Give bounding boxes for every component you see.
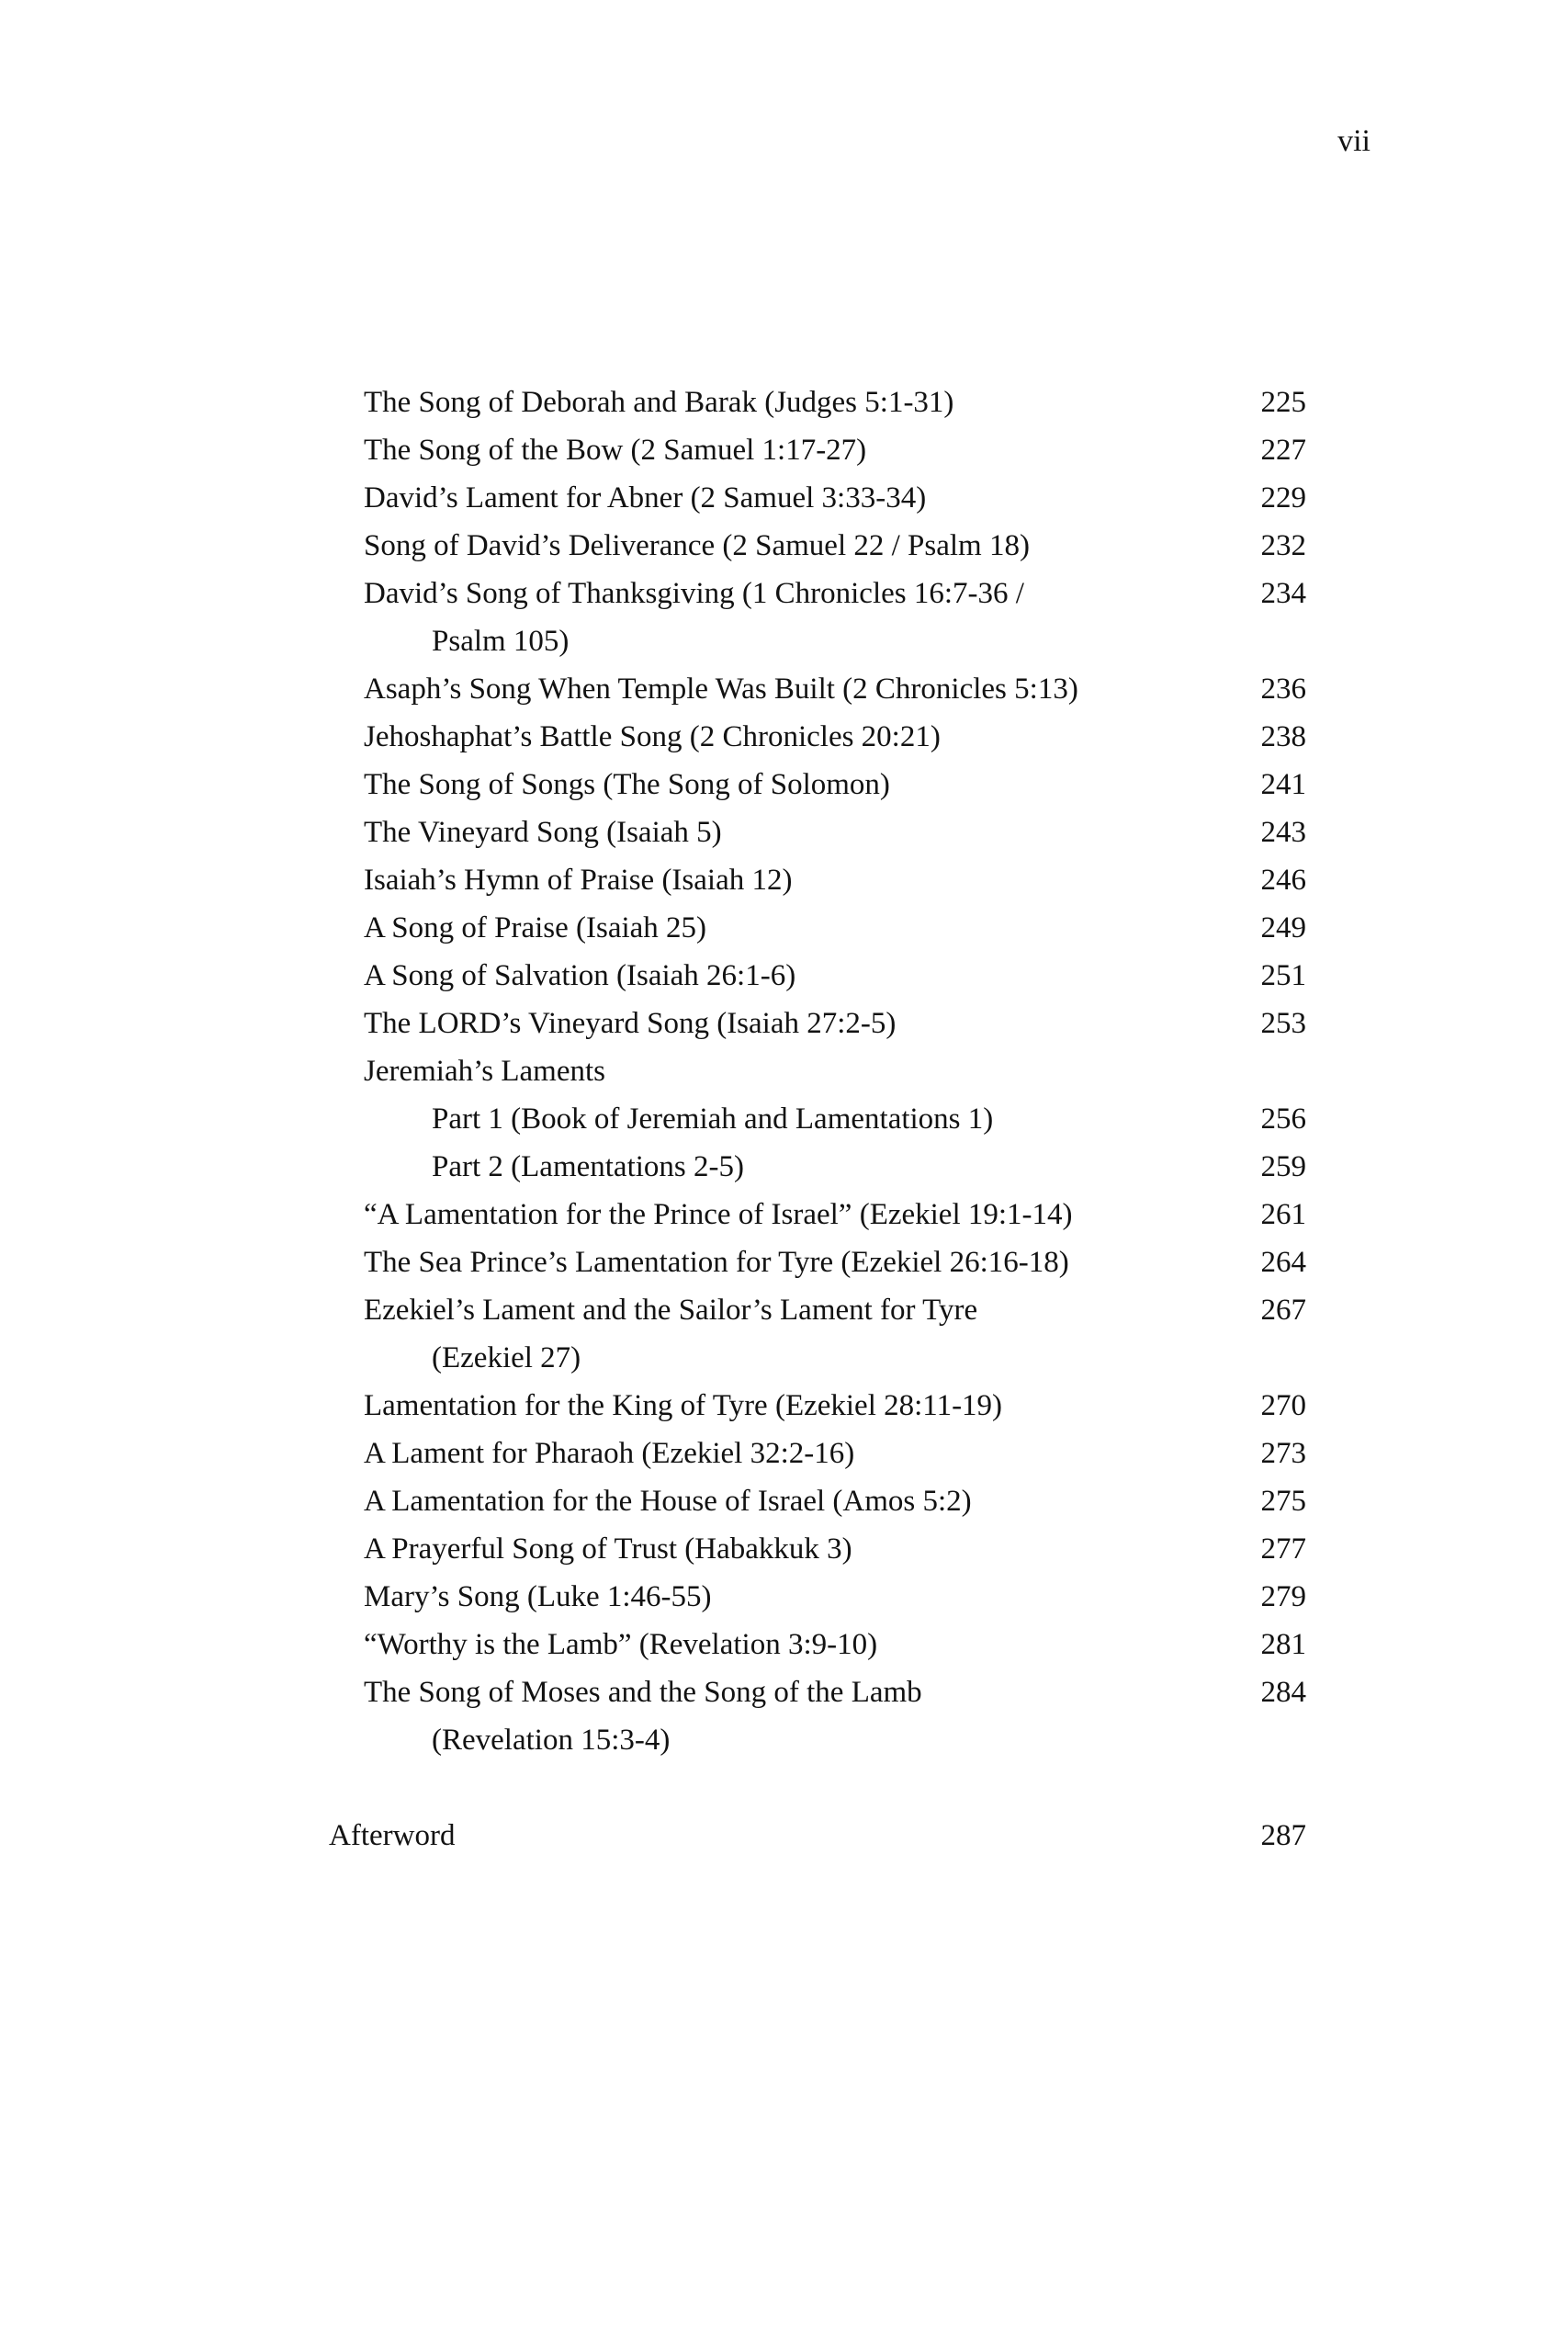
toc-entry-page: 236: [1260, 673, 1306, 706]
toc-entry-title: Lamentation for the King of Tyre (Ezekiel 28:11-19): [364, 1389, 1003, 1422]
toc-entry: [329, 856, 1306, 904]
toc-entry: [329, 426, 1306, 474]
toc-entry-title: The Song of Deborah and Barak (Judges 5:1-31): [364, 386, 954, 419]
toc-entry-page: 241: [1260, 768, 1306, 801]
toc-entry-page: 229: [1260, 481, 1306, 514]
toc-entry: [329, 1477, 1306, 1525]
toc-entry-page: 277: [1260, 1532, 1306, 1566]
toc-entry: [329, 522, 1306, 570]
toc-entry-title: Song of David’s Deliverance (2 Samuel 22 / Psalm 18): [364, 529, 1030, 562]
toc-entry: [329, 713, 1306, 761]
toc-entry-page: 232: [1260, 529, 1306, 562]
toc-entry-afterword: [329, 1812, 1306, 1860]
toc-entry-page: 234: [1260, 577, 1306, 610]
folio-page-number: vii: [1337, 124, 1371, 158]
toc-entry: [329, 474, 1306, 522]
toc-entry: [329, 1143, 1306, 1191]
toc-entry: [329, 1191, 1306, 1238]
toc-entry-page: 225: [1260, 386, 1306, 419]
toc-entry: [329, 379, 1306, 426]
toc-entry-title: A Lamentation for the House of Israel (Amos 5:2): [364, 1485, 972, 1518]
toc-entry-page: 256: [1260, 1102, 1306, 1136]
toc-entry-page: 246: [1260, 864, 1306, 897]
toc-entry-page: 249: [1260, 911, 1306, 944]
toc-entry-page: 275: [1260, 1485, 1306, 1518]
toc-entry: [329, 1621, 1306, 1668]
toc-entry: [329, 761, 1306, 808]
toc-entry: [329, 952, 1306, 1000]
toc-entry: [329, 808, 1306, 856]
toc-entry: [329, 570, 1306, 617]
toc-entry-title: The Song of Songs (The Song of Solomon): [364, 768, 890, 801]
toc-entry-page: 287: [1260, 1819, 1306, 1852]
toc-entry-title: A Lament for Pharaoh (Ezekiel 32:2-16): [364, 1437, 855, 1470]
toc-entry-title: Psalm 105): [432, 625, 570, 658]
toc-entry: [329, 1000, 1306, 1047]
toc-entry-title: A Song of Praise (Isaiah 25): [364, 911, 707, 944]
toc-entry-page: 267: [1260, 1294, 1306, 1327]
toc-entry-page: 251: [1260, 959, 1306, 992]
toc-entry-title: “A Lamentation for the Prince of Israel” (Ezekiel 19:1-14): [364, 1198, 1073, 1231]
toc-entry-title: David’s Lament for Abner (2 Samuel 3:33-34): [364, 481, 927, 514]
toc-entry-title: (Ezekiel 27): [432, 1341, 581, 1374]
toc-entry-page: 284: [1260, 1676, 1306, 1709]
toc-entry: [329, 1668, 1306, 1716]
toc-entry: [329, 617, 1306, 665]
toc-entry-title: Part 1 (Book of Jeremiah and Lamentations 1): [432, 1102, 994, 1136]
toc-entry-page: 261: [1260, 1198, 1306, 1231]
toc-entry-title: Jehoshaphat’s Battle Song (2 Chronicles 20:21): [364, 720, 941, 753]
toc-entry: [329, 1525, 1306, 1573]
toc-entry-page: 264: [1260, 1246, 1306, 1279]
toc-entry-page: 227: [1260, 434, 1306, 467]
toc-entry-title: Ezekiel’s Lament and the Sailor’s Lament for Tyre: [364, 1294, 978, 1327]
toc-entry-page: 253: [1260, 1007, 1306, 1040]
toc-entry-title: The Vineyard Song (Isaiah 5): [364, 816, 722, 849]
toc-entry-page: 259: [1260, 1150, 1306, 1183]
toc-entry: [329, 1047, 1306, 1095]
toc-entry: [329, 1573, 1306, 1621]
toc-entry-title: “Worthy is the Lamb” (Revelation 3:9-10): [364, 1628, 878, 1661]
toc-entry-title: The Song of the Bow (2 Samuel 1:17-27): [364, 434, 867, 467]
toc-entry-page: 273: [1260, 1437, 1306, 1470]
toc-entry: [329, 1238, 1306, 1286]
toc-entry: [329, 1716, 1306, 1764]
toc-entry-title: David’s Song of Thanksgiving (1 Chronicles 16:7-36 /: [364, 577, 1024, 610]
toc-entry-page: 270: [1260, 1389, 1306, 1422]
toc-entry: [329, 1430, 1306, 1477]
toc-entry-title: Asaph’s Song When Temple Was Built (2 Chronicles 5:13): [364, 673, 1078, 706]
toc-entry-title: Isaiah’s Hymn of Praise (Isaiah 12): [364, 864, 793, 897]
toc-entry-title: The Sea Prince’s Lamentation for Tyre (Ezekiel 26:16-18): [364, 1246, 1069, 1279]
toc-entry-page: 243: [1260, 816, 1306, 849]
toc-entry: [329, 1095, 1306, 1143]
toc-entry-title: The LORD’s Vineyard Song (Isaiah 27:2-5): [364, 1007, 897, 1040]
toc-entry: [329, 665, 1306, 713]
toc-entry-page: 238: [1260, 720, 1306, 753]
toc-entry-title: Mary’s Song (Luke 1:46-55): [364, 1580, 712, 1613]
toc-entry-title: A Prayerful Song of Trust (Habakkuk 3): [364, 1532, 852, 1566]
toc-entry-title: Afterword: [329, 1819, 456, 1852]
toc-entry: [329, 904, 1306, 952]
toc-entry-title: Jeremiah’s Laments: [364, 1055, 606, 1088]
toc-entry-title: A Song of Salvation (Isaiah 26:1-6): [364, 959, 796, 992]
toc-entry-title: The Song of Moses and the Song of the Lamb: [364, 1676, 922, 1709]
table-of-contents: [329, 379, 1306, 1860]
toc-entry-title: (Revelation 15:3-4): [432, 1724, 671, 1757]
toc-entry-page: 281: [1260, 1628, 1306, 1661]
toc-entry-list: [329, 379, 1306, 1764]
toc-entry: [329, 1334, 1306, 1382]
toc-entry: [329, 1382, 1306, 1430]
toc-entry: [329, 1286, 1306, 1334]
toc-entry-title: Part 2 (Lamentations 2-5): [432, 1150, 744, 1183]
toc-entry-page: 279: [1260, 1580, 1306, 1613]
